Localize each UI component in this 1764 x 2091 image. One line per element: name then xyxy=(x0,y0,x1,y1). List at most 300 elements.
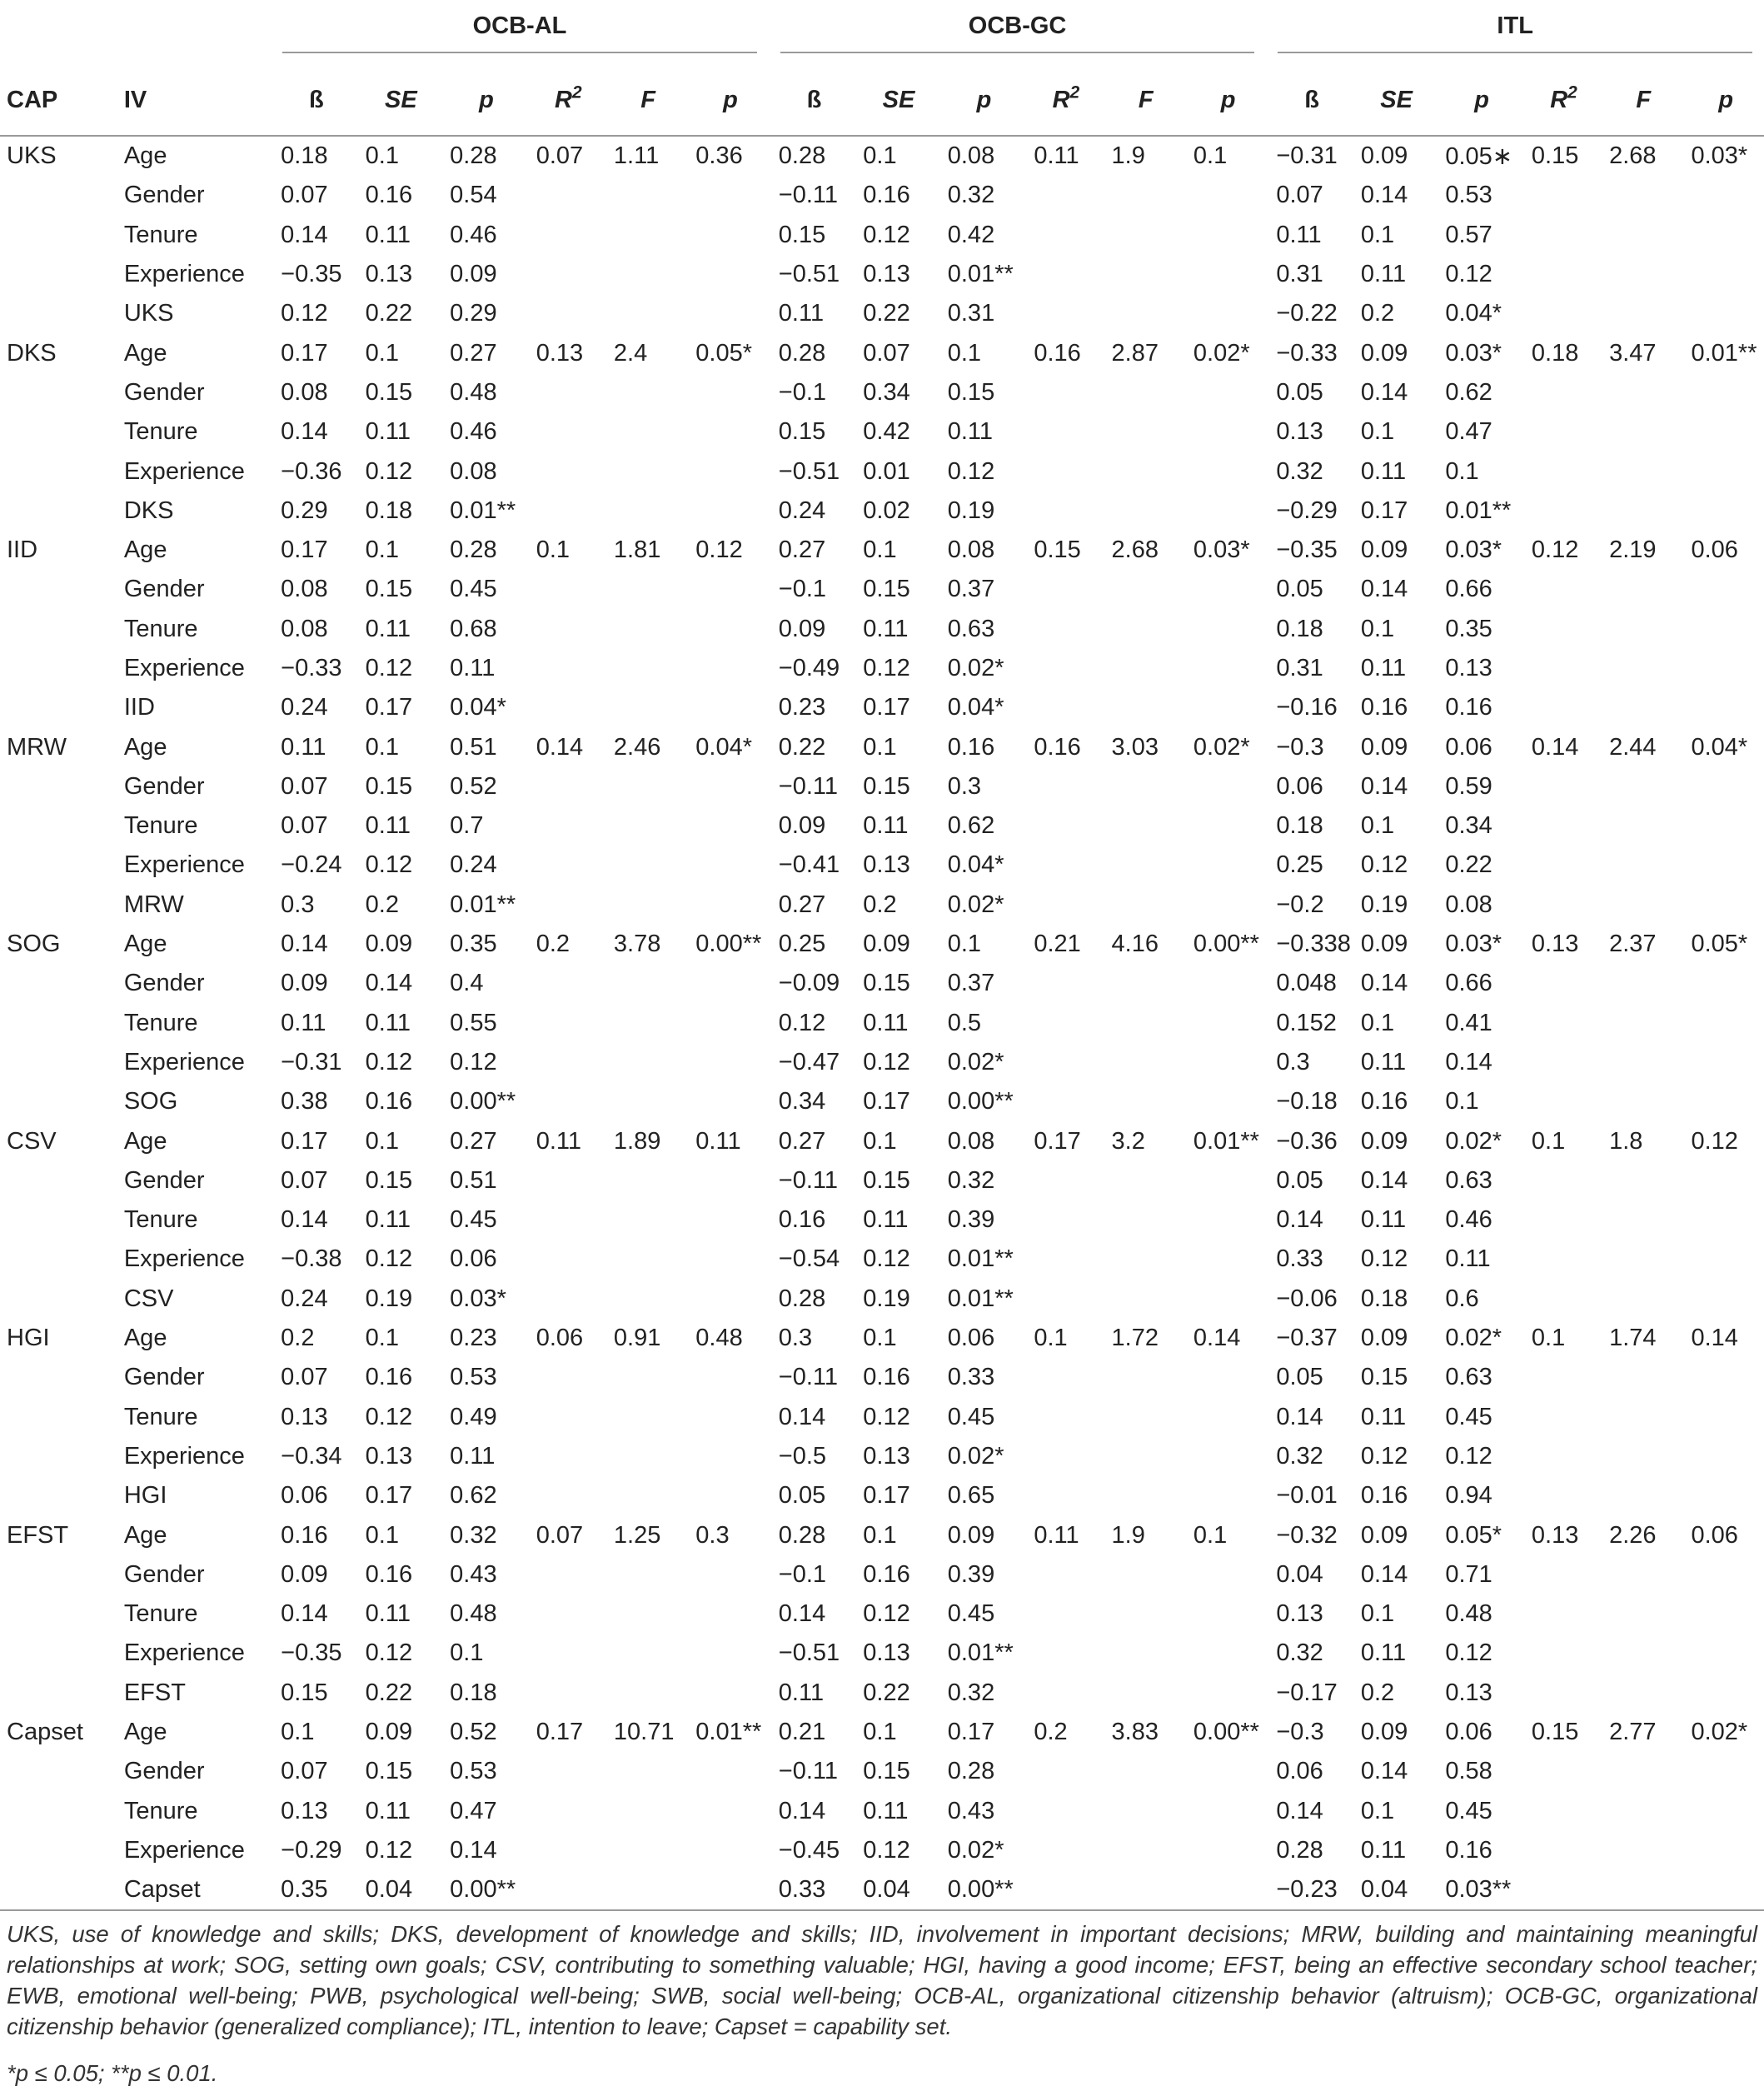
cap-cell xyxy=(0,294,117,333)
value-cell: 0.02* xyxy=(1193,733,1250,761)
value-cell: 0.13 xyxy=(365,1442,413,1470)
group-label: OCB-AL xyxy=(472,12,567,39)
value-cell: 0.1 xyxy=(1193,142,1228,170)
value-cell xyxy=(1102,1240,1183,1279)
iv-cell: Tenure xyxy=(123,1403,198,1430)
value-cell xyxy=(604,373,685,412)
value-cell xyxy=(526,1043,604,1082)
value-cell xyxy=(1681,964,1764,1003)
value-cell xyxy=(526,1831,604,1870)
value-cell: 0.1 xyxy=(450,1639,484,1667)
value-cell: 0.31 xyxy=(947,300,995,327)
value-cell: 0.28 xyxy=(778,142,826,170)
value-cell: 0.16 xyxy=(1445,1836,1492,1864)
value-cell: 0.02* xyxy=(1445,1127,1502,1155)
value-cell xyxy=(604,1437,685,1476)
value-cell xyxy=(685,570,769,609)
value-cell: 0.46 xyxy=(1445,1206,1492,1234)
stat-label: SE xyxy=(882,86,915,113)
value-cell: 0.02* xyxy=(1193,339,1250,367)
cap-cell xyxy=(0,570,117,609)
column-header-stat xyxy=(1681,65,1764,136)
value-cell xyxy=(1102,886,1183,925)
value-cell: −0.37 xyxy=(1276,1325,1338,1352)
value-cell: 0.14 xyxy=(1360,1758,1408,1785)
value-cell: 0.11 xyxy=(1360,655,1407,681)
value-cell xyxy=(526,1082,604,1121)
value-cell: 0.45 xyxy=(450,576,497,603)
value-cell: 0.66 xyxy=(1445,970,1492,997)
cap-cell xyxy=(0,1476,117,1515)
column-header-row xyxy=(0,65,1764,136)
value-cell: 0.46 xyxy=(450,418,497,446)
value-cell xyxy=(1183,452,1266,491)
value-cell xyxy=(1183,1437,1266,1476)
value-cell xyxy=(1599,1200,1681,1240)
value-cell xyxy=(685,1831,769,1870)
value-cell xyxy=(1681,1594,1764,1634)
value-cell: 0.09 xyxy=(863,931,910,958)
value-cell: 0.02* xyxy=(947,1442,1004,1470)
value-cell: 0.24 xyxy=(281,1285,328,1312)
value-cell: 0.1 xyxy=(281,1719,315,1746)
value-cell: 0.43 xyxy=(450,1560,497,1588)
value-cell: 0.48 xyxy=(450,1600,497,1628)
value-cell: 0.00** xyxy=(938,1870,1024,1910)
value-cell xyxy=(1183,1634,1266,1673)
value-cell xyxy=(526,1200,604,1240)
value-cell: 0.12 xyxy=(778,1009,826,1036)
value-cell xyxy=(1102,1280,1183,1319)
value-cell xyxy=(526,452,604,491)
value-cell: −0.51 xyxy=(778,261,840,288)
value-cell: 0.14 xyxy=(1531,733,1579,761)
cap-cell xyxy=(0,176,117,215)
value-cell: 3.47 xyxy=(1609,339,1657,367)
value-cell: 0.15 xyxy=(365,378,413,406)
value-cell: 0.19 xyxy=(365,1285,413,1312)
value-cell xyxy=(1681,1082,1764,1121)
value-cell: 0.27 xyxy=(778,536,826,564)
iv-cell: MRW xyxy=(123,891,184,918)
value-cell: −0.11 xyxy=(778,1166,839,1194)
value-cell xyxy=(1599,610,1681,649)
value-cell: 0.16 xyxy=(1034,339,1081,367)
cap-cell xyxy=(0,1161,117,1200)
value-cell: 0.16 xyxy=(281,1521,328,1549)
value-cell: 0.12 xyxy=(863,221,910,248)
value-cell: 0.05* xyxy=(1445,1521,1502,1549)
iv-cell: Gender xyxy=(123,1166,205,1194)
value-cell: 0.1 xyxy=(1360,1600,1395,1628)
value-cell: 0.05 xyxy=(778,1482,826,1510)
value-cell: 0.14 xyxy=(778,1600,826,1628)
iv-cell: Experience xyxy=(123,1048,245,1075)
stat-label: SE xyxy=(1380,86,1413,113)
value-cell: 0.19 xyxy=(947,497,995,524)
value-cell: 0.09 xyxy=(450,261,497,288)
value-cell: 0.22 xyxy=(1445,851,1492,879)
value-cell: 0.09 xyxy=(1360,1127,1408,1155)
value-cell: 0.28 xyxy=(947,1758,995,1785)
value-cell: −0.11 xyxy=(778,1758,839,1785)
iv-cell: CSV xyxy=(123,1285,174,1312)
value-cell: 0.04 xyxy=(1351,1870,1435,1910)
value-cell xyxy=(1024,688,1101,727)
value-cell xyxy=(1024,1280,1101,1319)
value-cell: −0.51 xyxy=(778,1639,840,1667)
iv-cell: Age xyxy=(123,733,167,761)
value-cell: 0.02* xyxy=(947,891,1004,918)
table-row xyxy=(0,1476,1764,1515)
iv-cell: Gender xyxy=(123,970,205,997)
value-cell: 0.45 xyxy=(450,1206,497,1234)
table-row xyxy=(0,767,1764,806)
value-cell: 0.06 xyxy=(450,1245,497,1273)
value-cell xyxy=(604,1555,685,1594)
value-cell: 0.71 xyxy=(1445,1560,1492,1588)
value-cell xyxy=(1599,373,1681,412)
value-cell: 0.1 xyxy=(1360,1797,1395,1824)
value-cell: 0.16 xyxy=(1360,1088,1408,1115)
value-cell xyxy=(1599,1280,1681,1319)
value-cell: 0.38 xyxy=(281,1088,328,1115)
value-cell xyxy=(1102,1791,1183,1830)
value-cell: 0.03* xyxy=(1445,339,1502,367)
value-cell: 0.12 xyxy=(365,851,413,879)
value-cell: 0.14 xyxy=(450,1836,497,1864)
table-row xyxy=(0,688,1764,727)
value-cell xyxy=(685,492,769,531)
stat-superscript: 2 xyxy=(1069,82,1080,102)
value-cell xyxy=(1522,1752,1599,1791)
value-cell: 0.22 xyxy=(365,1679,413,1706)
value-cell: 0.03* xyxy=(1445,536,1502,564)
value-cell xyxy=(1599,216,1681,255)
value-cell xyxy=(1522,1082,1599,1121)
value-cell: 0.39 xyxy=(947,1206,995,1234)
value-cell: 0.01** xyxy=(947,261,1014,288)
value-cell: 0.01** xyxy=(1193,1127,1259,1155)
value-cell: 0.4 xyxy=(450,970,484,997)
cap-cell xyxy=(0,1555,117,1594)
value-cell: 0.11 xyxy=(1360,1403,1407,1430)
value-cell xyxy=(526,846,604,885)
value-cell: 0.11 xyxy=(450,655,496,681)
value-cell xyxy=(1102,649,1183,688)
value-cell: 0.52 xyxy=(450,1719,497,1746)
iv-cell: Age xyxy=(123,142,167,170)
value-cell xyxy=(1183,1752,1266,1791)
value-cell: 0.18 xyxy=(365,497,413,524)
value-cell xyxy=(1024,767,1101,806)
value-cell: 0.15 xyxy=(1360,1364,1408,1391)
value-cell xyxy=(1599,1161,1681,1200)
value-cell xyxy=(526,176,604,215)
value-cell: 0.28 xyxy=(450,536,497,564)
value-cell xyxy=(1522,216,1599,255)
cap-cell xyxy=(0,1358,117,1397)
value-cell: 0.1 xyxy=(947,931,982,958)
value-cell xyxy=(1102,1594,1183,1634)
value-cell: 0.09 xyxy=(1360,931,1408,958)
value-cell xyxy=(685,1200,769,1240)
value-cell xyxy=(526,1791,604,1830)
value-cell: 0.91 xyxy=(613,1325,661,1352)
table-row xyxy=(0,1398,1764,1437)
value-cell xyxy=(1522,1280,1599,1319)
table-row xyxy=(0,1634,1764,1673)
value-cell: 0.03* xyxy=(1445,931,1502,958)
value-cell xyxy=(685,1476,769,1515)
value-cell: 2.26 xyxy=(1609,1521,1657,1549)
value-cell: 4.16 xyxy=(1111,931,1159,958)
table-row xyxy=(0,727,1764,766)
value-cell: 0.15 xyxy=(281,1679,328,1706)
value-cell xyxy=(1599,294,1681,333)
value-cell: 0.15 xyxy=(365,1758,413,1785)
value-cell xyxy=(604,255,685,294)
value-cell: 0.09 xyxy=(1360,1719,1408,1746)
value-cell: 0.22 xyxy=(863,1679,910,1706)
table-row xyxy=(0,333,1764,372)
value-cell: 0.04 xyxy=(853,1870,937,1910)
value-cell: 0.15 xyxy=(947,378,995,406)
table-row xyxy=(0,1200,1764,1240)
table-row xyxy=(0,1870,1764,1910)
value-cell: 0.28 xyxy=(778,1521,826,1549)
value-cell: 0.1 xyxy=(1531,1325,1566,1352)
value-cell: −0.3 xyxy=(1276,1719,1324,1746)
value-cell: −0.1 xyxy=(778,576,827,603)
value-cell xyxy=(1024,846,1101,885)
value-cell: 0.19 xyxy=(863,1285,910,1312)
value-cell: 0.01** xyxy=(947,1285,1014,1312)
value-cell: 0.06 xyxy=(1276,772,1323,800)
value-cell: 0.21 xyxy=(778,1719,826,1746)
value-cell: 0.28 xyxy=(778,1285,826,1312)
value-cell: 0.12 xyxy=(365,1639,413,1667)
table-row xyxy=(0,1515,1764,1555)
iv-cell: Tenure xyxy=(123,1009,198,1036)
value-cell: 0.1 xyxy=(1360,615,1395,642)
value-cell: 0.07 xyxy=(281,812,328,840)
group-header-ocb-gc xyxy=(769,0,1267,65)
value-cell xyxy=(1024,294,1101,333)
value-cell: 0.12 xyxy=(450,1048,497,1075)
value-cell: 0.07 xyxy=(536,1521,584,1549)
value-cell xyxy=(604,1674,685,1713)
table-row xyxy=(0,806,1764,846)
value-cell: 0.12 xyxy=(1445,1442,1492,1470)
value-cell: 0.1 xyxy=(863,1325,897,1352)
value-cell: 0.18 xyxy=(1531,339,1579,367)
value-cell: 2.19 xyxy=(1609,536,1657,564)
value-cell xyxy=(1599,886,1681,925)
value-cell: 0.06 xyxy=(281,1482,328,1510)
value-cell: 0.42 xyxy=(947,221,995,248)
value-cell xyxy=(1183,294,1266,333)
value-cell: 0.14 xyxy=(1360,576,1408,603)
value-cell: 0.11 xyxy=(1445,1245,1491,1273)
value-cell xyxy=(685,1791,769,1830)
value-cell: 0.1 xyxy=(947,339,982,367)
value-cell: 0.53 xyxy=(450,1758,497,1785)
value-cell xyxy=(1599,1594,1681,1634)
value-cell xyxy=(604,1870,685,1910)
value-cell xyxy=(1102,964,1183,1003)
value-cell xyxy=(1183,1791,1266,1830)
value-cell xyxy=(1681,806,1764,846)
value-cell xyxy=(1183,1674,1266,1713)
value-cell xyxy=(604,806,685,846)
iv-cell: Gender xyxy=(123,378,205,406)
value-cell xyxy=(1599,1634,1681,1673)
value-cell xyxy=(1102,846,1183,885)
value-cell: 0.13 xyxy=(1531,931,1579,958)
value-cell xyxy=(1522,294,1599,333)
value-cell: 0.09 xyxy=(947,1521,995,1549)
value-cell xyxy=(685,176,769,215)
value-cell: 0.11 xyxy=(778,1679,825,1706)
value-cell xyxy=(1522,649,1599,688)
value-cell xyxy=(1681,1200,1764,1240)
value-cell: 0.12 xyxy=(695,536,743,564)
stat-label: F xyxy=(1138,86,1154,113)
iv-cell: Capset xyxy=(117,1870,271,1910)
cap-cell xyxy=(0,806,117,846)
table-row xyxy=(0,531,1764,570)
value-cell: 0.01 xyxy=(863,457,910,485)
value-cell: 0.1 xyxy=(365,1127,399,1155)
value-cell xyxy=(1024,1043,1101,1082)
value-cell xyxy=(1681,649,1764,688)
value-cell xyxy=(1522,886,1599,925)
value-cell: 0.13 xyxy=(536,339,584,367)
value-cell: 0.32 xyxy=(947,182,995,209)
value-cell xyxy=(1599,767,1681,806)
column-header-stat xyxy=(1024,65,1101,136)
iv-cell: Tenure xyxy=(123,221,198,248)
iv-cell: EFST xyxy=(123,1679,186,1706)
value-cell xyxy=(1183,255,1266,294)
value-cell xyxy=(1102,767,1183,806)
value-cell xyxy=(1024,1752,1101,1791)
value-cell: −0.22 xyxy=(1276,300,1338,327)
value-cell xyxy=(604,1358,685,1397)
value-cell: 0.36 xyxy=(695,142,743,170)
column-header-stat xyxy=(769,65,853,136)
value-cell: 0.27 xyxy=(450,1127,497,1155)
cap-cell xyxy=(0,1200,117,1240)
value-cell xyxy=(1681,1870,1764,1910)
value-cell: 0.47 xyxy=(1445,418,1492,446)
value-cell: 1.74 xyxy=(1609,1325,1657,1352)
value-cell xyxy=(685,452,769,491)
value-cell xyxy=(685,964,769,1003)
table-row xyxy=(0,886,1764,925)
value-cell: −0.01 xyxy=(1276,1482,1338,1510)
stat-label: ß xyxy=(1304,86,1319,113)
value-cell xyxy=(1102,176,1183,215)
iv-cell: DKS xyxy=(123,497,174,524)
table-row xyxy=(0,1043,1764,1082)
cap-cell: EFST xyxy=(7,1521,69,1549)
value-cell: 0.53 xyxy=(450,1364,497,1391)
value-cell xyxy=(1599,649,1681,688)
value-cell: 0.04* xyxy=(450,694,506,721)
value-cell: 0.15 xyxy=(778,418,826,446)
value-cell: −0.11 xyxy=(778,182,839,209)
value-cell xyxy=(604,688,685,727)
value-cell xyxy=(1681,294,1764,333)
value-cell xyxy=(604,886,685,925)
value-cell xyxy=(1522,176,1599,215)
cap-cell xyxy=(0,452,117,491)
value-cell xyxy=(1183,1398,1266,1437)
column-header-iv: IV xyxy=(117,65,271,136)
iv-cell: Age xyxy=(123,1127,167,1155)
value-cell xyxy=(1024,1634,1101,1673)
value-cell xyxy=(1522,1437,1599,1476)
value-cell: 0.12 xyxy=(1445,1639,1492,1667)
value-cell: 0.15 xyxy=(365,1166,413,1194)
value-cell: 10.71 xyxy=(613,1719,675,1746)
value-cell: 0.00** xyxy=(695,931,762,958)
value-cell: 0.52 xyxy=(450,772,497,800)
value-cell xyxy=(1024,886,1101,925)
value-cell: 0.2 xyxy=(863,891,897,918)
table-row xyxy=(0,452,1764,491)
value-cell: 0.11 xyxy=(365,1206,411,1234)
value-cell xyxy=(1102,294,1183,333)
stat-label: F xyxy=(640,86,655,113)
value-cell: 0.45 xyxy=(947,1403,995,1430)
value-cell: 0.16 xyxy=(863,1364,910,1391)
value-cell: 0.11 xyxy=(1360,1206,1407,1234)
value-cell: 0.3 xyxy=(1276,1048,1310,1075)
value-cell: 0.55 xyxy=(450,1009,497,1036)
value-cell xyxy=(526,1398,604,1437)
table-row xyxy=(0,176,1764,215)
cap-cell xyxy=(0,216,117,255)
cap-cell xyxy=(0,255,117,294)
value-cell: 1.81 xyxy=(613,536,661,564)
value-cell xyxy=(1183,1240,1266,1279)
value-cell: 0.35 xyxy=(450,931,497,958)
value-cell xyxy=(1183,964,1266,1003)
value-cell xyxy=(685,1240,769,1279)
value-cell xyxy=(1024,373,1101,412)
cap-cell xyxy=(0,373,117,412)
value-cell: 0.12 xyxy=(1691,1127,1738,1155)
column-header-stat xyxy=(271,65,355,136)
cap-cell xyxy=(0,1082,117,1121)
value-cell xyxy=(526,255,604,294)
table-row xyxy=(0,1752,1764,1791)
value-cell: 0.32 xyxy=(450,1521,497,1549)
value-cell xyxy=(1102,1674,1183,1713)
value-cell: 0.27 xyxy=(778,891,826,918)
value-cell xyxy=(604,216,685,255)
cap-cell xyxy=(0,1043,117,1082)
stat-label: p xyxy=(976,86,992,113)
value-cell: 0.15 xyxy=(863,970,910,997)
value-cell xyxy=(685,1752,769,1791)
value-cell: 0.49 xyxy=(450,1403,497,1430)
value-cell: 0.08 xyxy=(281,378,328,406)
cap-cell: SOG xyxy=(7,931,61,958)
